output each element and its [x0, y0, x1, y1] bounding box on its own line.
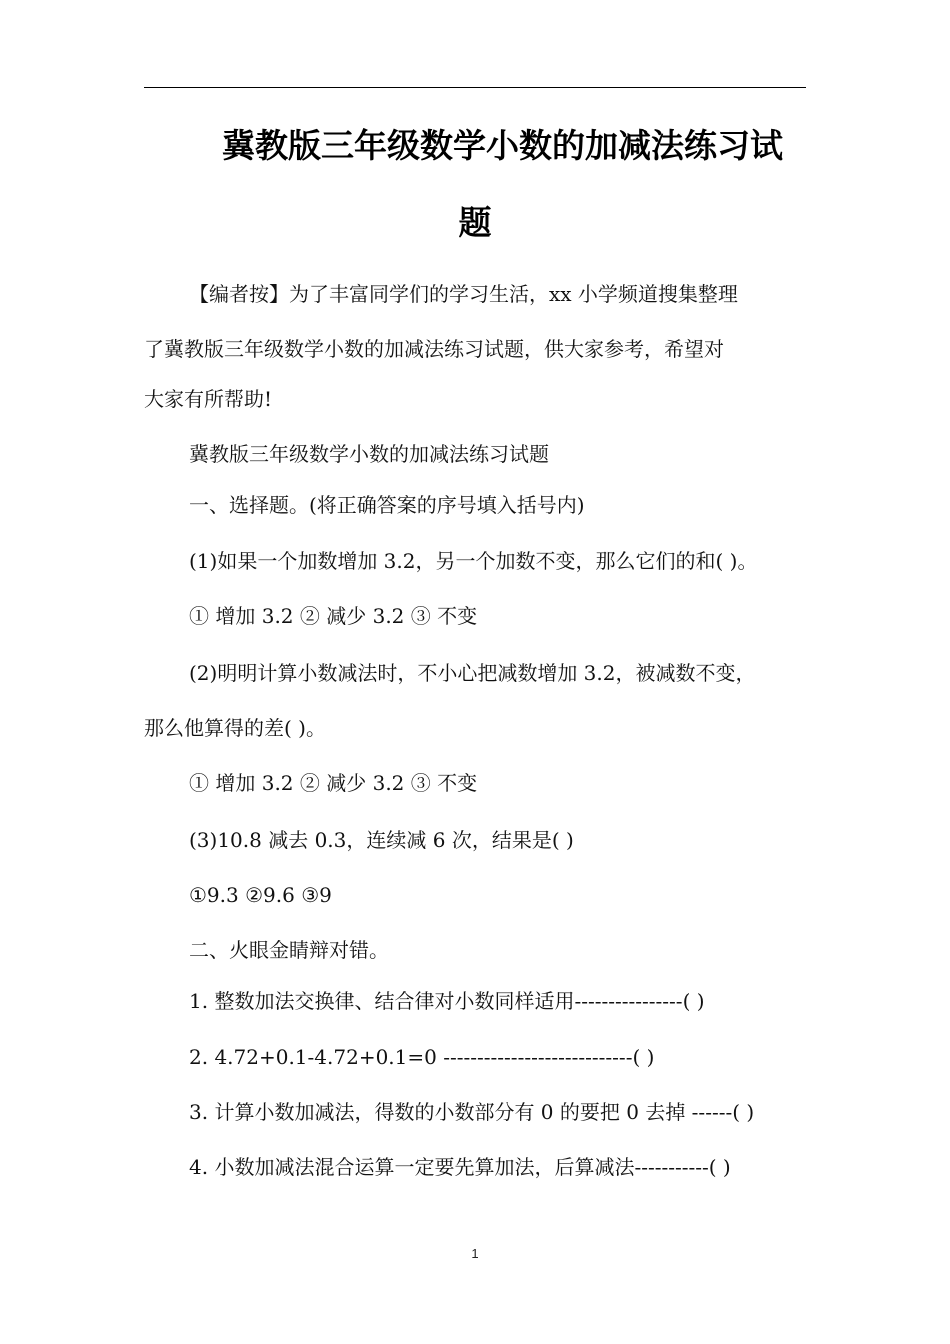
- header-rule: [144, 87, 806, 88]
- section2-heading: 二、火眼金睛辩对错。: [189, 938, 389, 962]
- subtitle: 冀教版三年级数学小数的加减法练习试题: [189, 442, 549, 466]
- document-title-line-2: 题: [458, 203, 492, 242]
- intro-line-3: 大家有所帮助!: [144, 387, 273, 411]
- question-2-options: ① 增加 3.2 ② 减少 3.2 ③ 不变: [189, 771, 478, 795]
- question-1: (1)如果一个加数增加 3.2，另一个加数不变，那么它们的和( )。: [189, 549, 758, 573]
- question-2-line-1: (2)明明计算小数减法时，不小心把减数增加 3.2，被减数不变，: [189, 661, 756, 685]
- true-false-item-4: 4. 小数加减法混合运算一定要先算加法，后算减法-----------( ): [189, 1155, 731, 1179]
- question-3-options: ①9.3 ②9.6 ③9: [189, 883, 332, 907]
- document-title-line-1: 冀教版三年级数学小数的加减法练习试: [222, 126, 783, 165]
- question-2-line-2: 那么他算得的差( )。: [144, 716, 326, 740]
- true-false-item-3: 3. 计算小数加减法，得数的小数部分有 0 的要把 0 去掉 ------( ): [189, 1100, 755, 1124]
- question-3: (3)10.8 减去 0.3，连续减 6 次，结果是( ): [189, 828, 574, 852]
- intro-line-1: 【编者按】为了丰富同学们的学习生活，xx 小学频道搜集整理: [189, 282, 738, 306]
- page-number: 1: [471, 1246, 479, 1261]
- intro-line-2: 了冀教版三年级数学小数的加减法练习试题，供大家参考，希望对: [144, 337, 724, 361]
- true-false-item-1: 1. 整数加法交换律、结合律对小数同样适用----------------( ): [189, 989, 705, 1013]
- true-false-item-2: 2. 4.72+0.1-4.72+0.1=0 ----------------------------( ): [189, 1045, 655, 1069]
- section1-heading: 一、选择题。(将正确答案的序号填入括号内): [189, 493, 585, 517]
- question-1-options: ① 增加 3.2 ② 减少 3.2 ③ 不变: [189, 604, 478, 628]
